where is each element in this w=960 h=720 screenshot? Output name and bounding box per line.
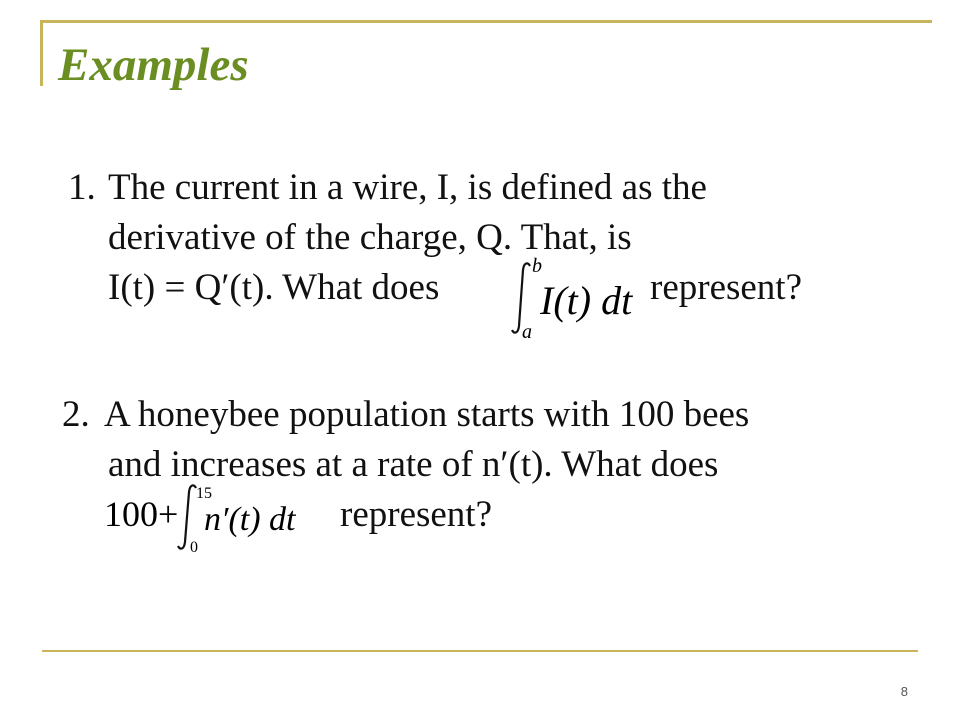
integral-2-constant: 100+ bbox=[104, 494, 179, 534]
slide-title: Examples bbox=[58, 39, 249, 91]
example-1-line-2: derivative of the charge, Q. That, is bbox=[108, 217, 632, 258]
integral-1-integrand: I(t) dt bbox=[540, 278, 633, 323]
example-1-line-3-prefix: I(t) = Q′(t). What does bbox=[108, 267, 440, 308]
integral-expression-2 bbox=[100, 480, 330, 555]
integral-2-lower-limit: 0 bbox=[190, 539, 198, 555]
example-2-number: 2. bbox=[62, 394, 90, 435]
bottom-rule bbox=[42, 650, 918, 652]
integral-2-integrand: n′(t) dt bbox=[204, 501, 296, 538]
example-2-line-2: and increases at a rate of n′(t). What does bbox=[108, 444, 719, 485]
top-rule bbox=[40, 20, 932, 23]
page-number: 8 bbox=[900, 684, 908, 699]
example-1-line-3-suffix: represent? bbox=[650, 267, 803, 308]
integral-2-upper-limit: 15 bbox=[196, 485, 212, 502]
example-1-number: 1. bbox=[68, 167, 96, 208]
integral-1-upper-limit: b bbox=[532, 255, 542, 277]
example-1 bbox=[68, 163, 888, 323]
left-rule bbox=[40, 20, 43, 86]
integral-1-lower-limit: a bbox=[522, 321, 532, 342]
example-1-line-1: The current in a wire, I, is defined as the bbox=[108, 167, 707, 208]
example-2-line-1: A honeybee population starts with 100 bees bbox=[104, 394, 750, 435]
example-2-line-3-suffix: represent? bbox=[340, 494, 493, 535]
integral-expression-1 bbox=[500, 252, 640, 342]
